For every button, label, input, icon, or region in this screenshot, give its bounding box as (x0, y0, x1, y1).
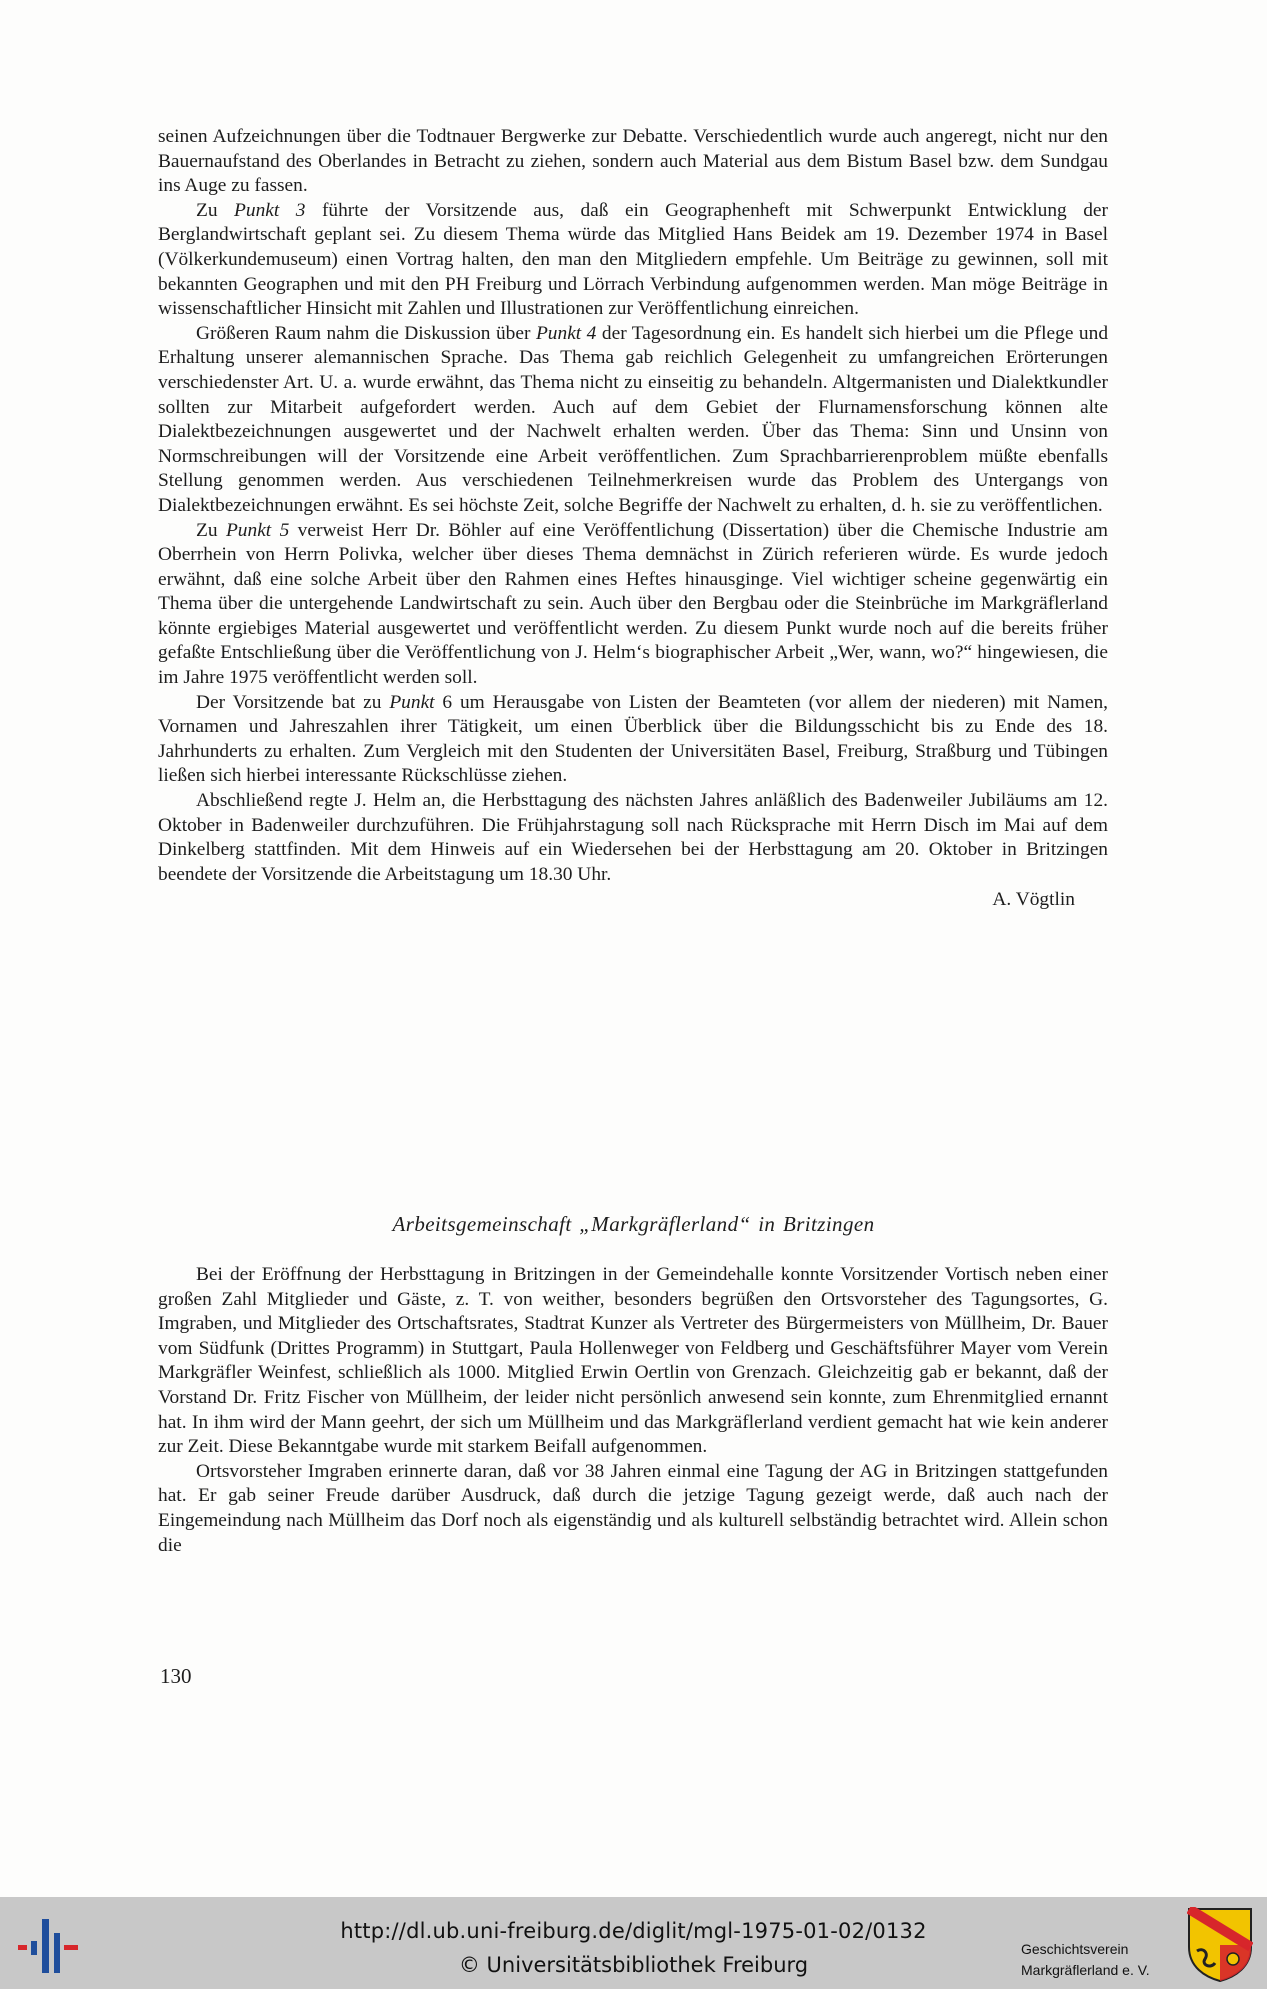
paragraph (158, 199, 1108, 322)
text-block-autumn-meeting (158, 1263, 1108, 1558)
agenda-item-ref: Punkt 4 (535, 322, 597, 344)
text-run: Der Vorsitzende bat zu (196, 691, 390, 713)
paragraph (158, 691, 1108, 789)
text-run: Größeren Raum nahm die Diskussion über (196, 322, 536, 344)
document-url-link[interactable]: http://dl.ub.uni-freiburg.de/diglit/mgl-1975-01-02/0132 (340, 1919, 927, 1943)
text-run: Zu (196, 199, 235, 221)
copyright-text: © Universitätsbibliothek Freiburg (458, 1953, 809, 1977)
paragraph: Bei der Eröffnung der Herbsttagung in Britzingen in der Gemeindehalle konnte Vorsitzender Vortisch neben einer großen Zahl Mitglieder und Gäste, z. T. von weither, besonders begrüßen den Ortsvorsteher des Tagungsortes, G. Imgraben, und Mitglieder des Ortschaftsrates, Stadtrat Kunzer als Vertreter des Bürgermeisters von Müllheim, Dr. Bauer vom Südfunk (Drittes Programm) in Stuttgart, Paula Hollenweger von Feldberg und Geschäftsführer Mayer vom Verein Markgräfler Weinfest, schließlich als 1000. Mitglied Erwin Oertlin von Grenzach. Gleichzeitig gab er bekannt, daß der Vorstand Dr. Fritz Fischer von Müllheim, der leider nicht persönlich anwesend sein konnte, zum Ehrenmitglied ernannt hat. In ihm wird der Mann geehrt, der sich um Müllheim und das Markgräflerland verdient gemacht hat wie kein anderer zur Zeit. Diese Bekanntgabe wurde mit starkem Beifall aufgenommen. (158, 1264, 1108, 1458)
footer-bar (0, 1897, 1267, 1989)
agenda-item-ref: Punkt 3 (234, 199, 306, 221)
paragraph (158, 519, 1108, 691)
text-run: Zu (196, 519, 226, 541)
text-run: verweist Herr Dr. Böhler auf eine Veröffentlichung (Dissertation) über die Chemische Industrie am Oberrhein von Herrn Polivka, welcher über dieses Thema demnächst in Zürich referieren würde. Es wurde jedoch erwähnt, daß eine solche Arbeit über den Rahmen eines Heftes hinausginge. Viel wichtiger scheine gegenwärtig ein Thema über die untergehende Landwirtschaft zu sein. Auch über den Bergbau oder die Steinbrüche im Markgräflerland könnte ergiebiges Material ausgewertet und veröffentlicht werden. Zu diesem Punkt wurde noch auf die bereits früher gefaßte Entschließung über die Veröffentlichung von J. Helm‘s biographischer Arbeit „Wer, wann, wo?“ hingewiesen, die im Jahre 1975 veröffentlicht werden soll. (158, 519, 1108, 689)
section-title: Arbeitsgemeinschaft „Markgräflerland“ in Britzingen (392, 1212, 875, 1236)
paragraph: Abschließend regte J. Helm an, die Herbsttagung des nächsten Jahres anläßlich des Badenweiler Jubiläums am 12. Oktober in Badenweiler durchzuführen. Die Frühjahrstagung soll nach Rücksprache mit Herrn Disch im Mai auf dem Dinkelberg stattfinden. Mit dem Hinweis auf ein Wiedersehen bei der Herbsttagung am 20. Oktober in Britzingen beendete der Vorsitzende die Arbeitstagung um 18.30 Uhr. (158, 790, 1108, 885)
paragraph: seinen Aufzeichnungen über die Todtnauer Bergwerke zur Debatte. Verschiedentlich wurde auch angeregt, nicht nur den Bauernaufstand des Oberlandes in Betracht zu ziehen, sondern auch Material aus dem Bistum Basel bzw. dem Sundgau ins Auge zu fassen. (158, 126, 1108, 197)
text-run: führte der Vorsitzende aus, daß ein Geographenheft mit Schwerpunkt Entwicklung der Berglandwirtschaft geplant sei. Zu diesem Thema würde das Mitglied Hans Beidek am 19. Dezember 1974 in Basel (Völkerkundemuseum) einen Vortrag halten, den man den Mitgliedern empfehle. Um Beiträge zu gewinnen, soll mit bekannten Geographen und mit den PH Freiburg und Lörrach Verbindung aufgenommen werden. Man möge Beiträge in wissenschaftlicher Hinsicht mit Zahlen und Illustrationen zur Veröffentlichung einreichen. (158, 199, 1108, 320)
agenda-item-ref: Punkt (389, 691, 435, 713)
society-name (1021, 1939, 1150, 1981)
text-block-meeting-report (158, 125, 1108, 913)
coat-of-arms-icon[interactable] (1187, 1907, 1253, 1983)
society-name-line: Geschichtsverein (1021, 1941, 1129, 1957)
society-name-line: Markgräflerland e. V. (1021, 1962, 1150, 1978)
paragraph: Ortsvorsteher Imgraben erinnerte daran, daß vor 38 Jahren einmal eine Tagung der AG in Britzingen stattgefunden hat. Er gab seiner Freude darüber Ausdruck, daß durch die jetzige Tagung gezeigt werde, daß auch nach der Eingemeindung nach Müllheim das Dorf noch als eigenständig und als kulturell selbständig betrachtet wird. Allein schon die (158, 1460, 1108, 1556)
agenda-item-ref: Punkt 5 (225, 519, 290, 541)
page-number: 130 (160, 1664, 192, 1688)
text-run: der Tagesordnung ein. Es handelt sich hierbei um die Pflege und Erhaltung unserer alemannischen Sprache. Das Thema gab reichlich Gelegenheit zu umfangreichen Erörterungen verschiedenster Art. U. a. wurde erwähnt, das Thema nicht zu einseitig zu behandeln. Altgermanisten und Dialektkundler sollten zur Mitarbeit aufgefordert werden. Auch auf dem Gebiet der Flurnamensforschung können alte Dialektbezeichnungen ausgewertet und der Nachwelt erhalten werden. Über das Thema: Sinn und Unsinn von Normschreibungen will der Vorsitzende eine Arbeit veröffentlichen. Zum Sprachbarrierenproblem müßte ebenfalls Stellung genommen werden. Aus verschiedenen Teilnehmerkreisen wurde das Problem des Untergangs von Dialektbezeichnungen erwähnt. Es sei höchste Zeit, solche Begriffe der Nachwelt zu erhalten, d. h. sie zu veröffentlichen. (158, 322, 1109, 516)
paragraph (158, 322, 1108, 519)
text-run: 6 um Herausgabe von Listen der Beamteten (vor allem der niederen) mit Namen, Vornamen und Jahreszahlen ihrer Tätigkeit, um einen Überblick über die Bildungsschicht bis zu Ende des 18. Jahrhunderts zu erhalten. Zum Vergleich mit den Studenten der Universitäten Basel, Freiburg, Straßburg und Tübingen ließen sich hierbei interessante Rückschlüsse ziehen. (158, 691, 1108, 787)
author-signature: A. Vögtlin (992, 889, 1075, 911)
